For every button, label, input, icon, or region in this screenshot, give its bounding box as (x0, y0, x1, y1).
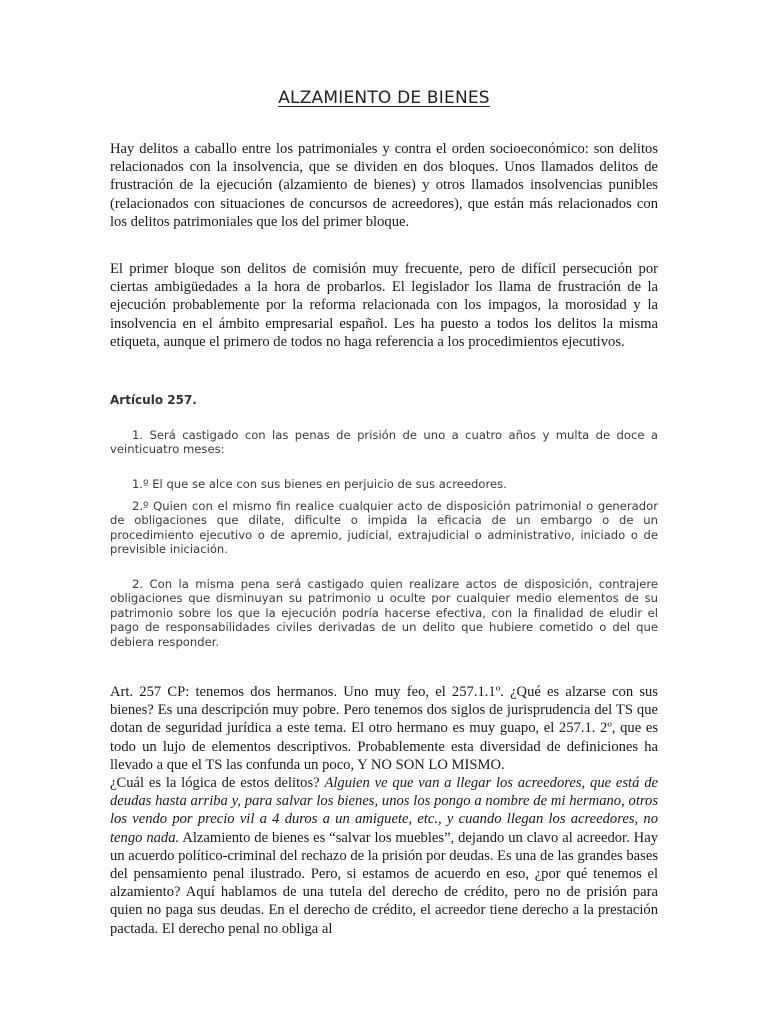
commentary-paragraph-2 (110, 774, 658, 938)
article-item-1: 1.º El que se alce con sus bienes en perjuicio de sus acreedores. (132, 477, 507, 491)
intro-paragraph-1: Hay delitos a caballo entre los patrimoniales y contra el orden socioeconómico: son delitos relacionados con la insolvencia, que se dividen en dos bloques. Unos llamados delitos de frustración de la ejecución (alzamiento de bienes) y otros llamados insolvencias punibles (relacionados con situaciones de concursos de acreedores), que están más relacionados con los delitos patrimoniales que los del primer bloque. (110, 141, 658, 230)
intro-paragraph-2: El primer bloque son delitos de comisión muy frecuente, pero de difícil persecución por ciertas ambigüedades a la hora de probarlos. El legislador los llama de frustración de la ejecución probablemente por la reforma relacionada con los impagos, la morosidad y la insolvencia en el ámbito empresarial español. Les ha puesto a todos los delitos la misma etiqueta, aunque el primero de todos no haga referencia a los procedimientos ejecutivos. (110, 261, 658, 350)
article-paragraph-2: 2. Con la misma pena será castigado quien realizare actos de disposición, contrajere obligaciones que disminuyan su patrimonio u oculte por cualquier medio elementos de su patrimonio sobre los que la ejecución podría hacerse efectiva, con la finalidad de eludir el pago de responsabilidades civiles derivadas de un delito que hubiere cometido o del que debiera responder. (110, 577, 658, 649)
page-title (0, 88, 768, 108)
article-paragraph-1: 1. Será castigado con las penas de prisión de uno a cuatro años y multa de doce a veinticuatro meses: (110, 428, 658, 457)
article-heading: Artículo 257. (110, 393, 197, 407)
commentary-rest: Alzamiento de bienes es “salvar los muebles”, dejando un clavo al acreedor. Hay un acuerdo político-criminal del rechazo de la prisión por deudas. Es una de las grandes bases del pensamiento penal ilustrado. Pero, si estamos de acuerdo en eso, ¿por qué tenemos el alzamiento? Aquí hablamos de una tutela del derecho de crédito, pero no de prisión para quien no paga sus deudas. En el derecho de crédito, el acreedor tiene derecho a la prestación pactada. El derecho penal no obliga al (110, 829, 658, 937)
commentary-paragraph-1: Art. 257 CP: tenemos dos hermanos. Uno muy feo, el 257.1.1º. ¿Qué es alzarse con sus bienes? Es una descripción muy pobre. Pero tenemos dos siglos de jurisprudencia del TS que dotan de seguridad jurídica a este tema. El otro hermano es muy guapo, el 257.1. 2º, que es todo un lujo de elementos descriptivos. Probablemente esta diversidad de definiciones ha llevado a que el TS las confunda un poco, Y NO SON LO MISMO. (110, 684, 658, 773)
commentary-italic: Alguien ve que van a llegar los acreedores, que está de deudas hasta arriba y, para salvar los bienes, unos los pongo a nombre de mi hermano, otros los vendo por precio vil a 4 duros a un amiguete, etc., y cuando llegan los acreedores, no tengo nada. (110, 775, 658, 846)
commentary-lead: ¿Cuál es la lógica de estos delitos? (110, 775, 325, 791)
page-title-text: ALZAMIENTO DE BIENES (278, 88, 490, 108)
article-item-2: 2.º Quien con el mismo fin realice cualquier acto de disposición patrimonial o generador de obligaciones que dilate, dificulte o impida la eficacia de un embargo o de un procedimiento ejecutivo o de apremio, judicial, extrajudicial o administrativo, iniciado o de previsible iniciación. (110, 499, 658, 557)
